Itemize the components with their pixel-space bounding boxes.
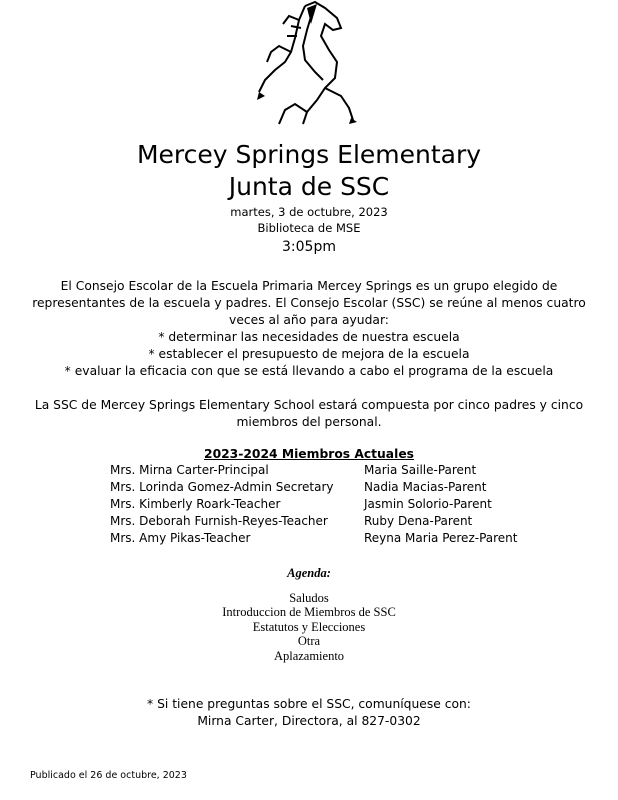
composition-line: La SSC de Mercey Springs Elementary School estará compuesta por cinco padres y cinco [34,398,584,412]
staff-member: Mrs. Lorinda Gomez-Admin Secretary [110,480,334,494]
intro-line: representantes de la escuela y padres. El Consejo Escolar (SSC) se reúne al menos cuatro [32,296,586,310]
composition-line: miembros del personal. [236,415,382,429]
contact-line: * Si tiene preguntas sobre el SSC, comuníquese con: [147,697,471,711]
agenda-item: Introduccion de Miembros de SSC [222,605,396,619]
bullet-item: * evaluar la eficacia con que se está llevando a cabo el programa de la escuela [64,364,554,378]
agenda-item: Aplazamiento [273,649,345,663]
staff-member: Mrs. Deborah Furnish-Reyes-Teacher [110,514,328,528]
intro-line: veces al año para ayudar: [229,313,389,327]
bullet-item: * establecer el presupuesto de mejora de la escuela [148,347,470,361]
staff-member: Mrs. Kimberly Roark-Teacher [110,497,281,511]
title-school: Mercey Springs Elementary [136,140,482,169]
parent-member: Reyna Maria Perez-Parent [364,531,518,545]
agenda-item: Estatutos y Elecciones [252,620,366,634]
agenda-item: Saludos [289,591,329,605]
parent-member: Nadia Macias-Parent [364,480,487,494]
bullet-item: * determinar las necesidades de nuestra escuela [158,330,460,344]
mustang-horse-logo-icon [245,0,375,128]
staff-member: Mrs. Mirna Carter-Principal [110,463,269,477]
title-meeting: Junta de SSC [228,172,390,201]
contact-line: Mirna Carter, Directora, al 827-0302 [197,714,421,728]
meeting-location: Biblioteca de MSE [257,221,361,235]
meeting-time: 3:05pm [282,239,336,255]
parent-member: Jasmin Solorio-Parent [364,497,492,511]
meeting-date: martes, 3 de octubre, 2023 [230,205,388,219]
parent-member: Ruby Dena-Parent [364,514,473,528]
members-heading: 2023-2024 Miembros Actuales [204,447,414,461]
parent-member: Maria Saille-Parent [364,463,477,477]
agenda-item: Otra [297,634,321,648]
agenda-heading: Agenda: [287,566,331,580]
published-date: Publicado el 26 de octubre, 2023 [30,770,187,781]
intro-line: El Consejo Escolar de la Escuela Primaria Mercey Springs es un grupo elegido de [60,279,558,293]
staff-member: Mrs. Amy Pikas-Teacher [110,531,251,545]
